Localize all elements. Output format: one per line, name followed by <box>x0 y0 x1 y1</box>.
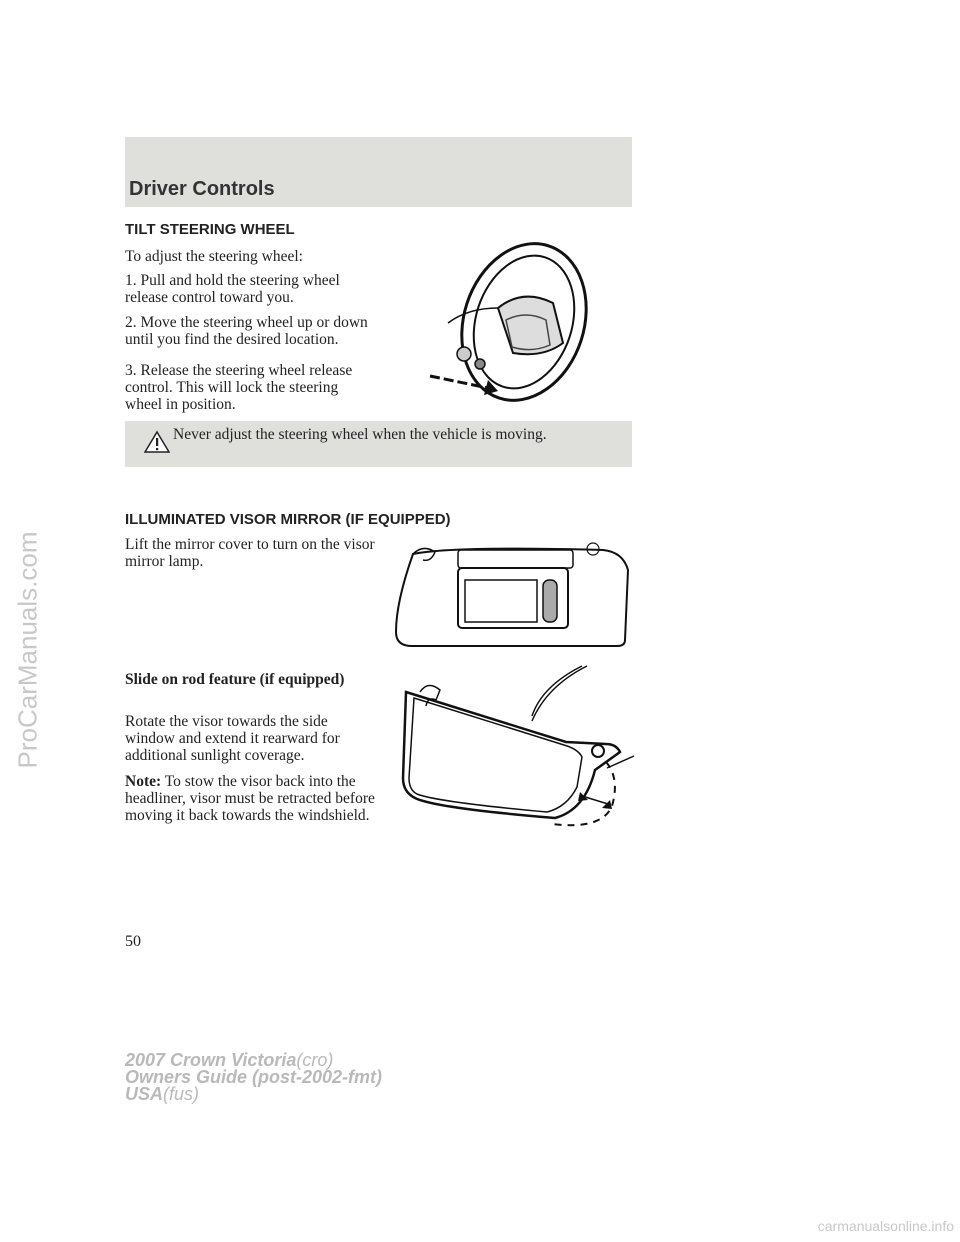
slide-on-rod-illustration <box>392 664 637 832</box>
section-header <box>125 137 632 207</box>
visor-text: Lift the mirror cover to turn on the visor mirror lamp. <box>125 536 375 570</box>
tilt-step-1: 1. Pull and hold the steering wheel release control toward you. <box>125 272 340 306</box>
page-number: 50 <box>125 933 141 950</box>
slide-rod-heading: Slide on rod feature (if equipped) <box>125 671 345 688</box>
tilt-heading: TILT STEERING WHEEL <box>125 221 295 238</box>
footer-line-2: Owners Guide (post-2002-fmt) <box>125 1067 383 1087</box>
note-text: To stow the visor back into the headliner, visor must be retracted before moving it back towards the windshield. <box>125 773 375 824</box>
warning-box <box>125 421 632 467</box>
rotate-text: Rotate the visor towards the side window and extend it rearward for additional sunlight coverage. <box>125 713 340 764</box>
footer-line-3 <box>125 1086 382 1103</box>
tilt-step-2: 2. Move the steering wheel up or down until you find the desired location. <box>125 314 368 348</box>
document-footer <box>125 1052 382 1103</box>
warning-text: Never adjust the steering wheel when the vehicle is moving. <box>173 426 547 443</box>
visor-mirror-illustration <box>393 540 633 652</box>
visor-heading: ILLUMINATED VISOR MIRROR (IF EQUIPPED) <box>125 511 451 528</box>
note-paragraph <box>125 773 375 824</box>
warning-icon <box>144 430 170 454</box>
tilt-intro: To adjust the steering wheel: <box>125 248 303 265</box>
side-watermark <box>8 300 48 1000</box>
section-title: Driver Controls <box>129 178 275 200</box>
footer-model-code: (cro) <box>296 1050 334 1070</box>
bottom-watermark: carmanualsonline.info <box>817 1218 954 1234</box>
footer-region-code: (fus) <box>163 1084 200 1104</box>
footer-model: 2007 Crown Victoria <box>125 1050 297 1070</box>
steering-wheel-illustration <box>428 238 593 418</box>
tilt-step-3: 3. Release the steering wheel release control. This will lock the steering wheel in position. <box>125 362 353 413</box>
side-watermark-text: ProCarManuals.com <box>12 531 43 769</box>
footer-region: USA <box>125 1084 164 1104</box>
note-label: Note: <box>125 773 162 790</box>
